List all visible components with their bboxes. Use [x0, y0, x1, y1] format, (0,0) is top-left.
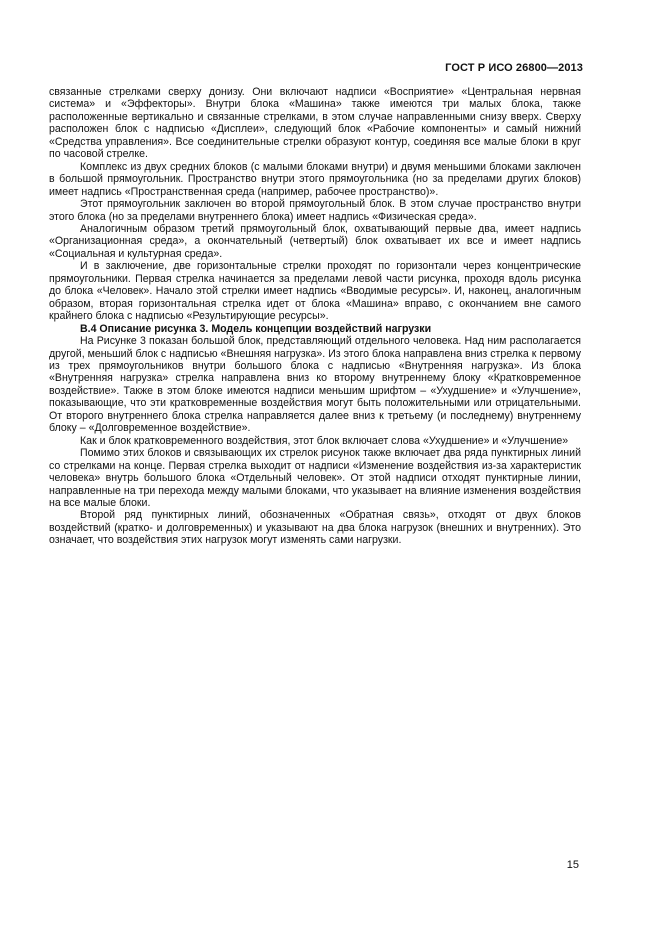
section-heading: B.4 Описание рисунка 3. Модель концепции воздействий нагрузки: [80, 322, 432, 335]
paragraph: Аналогичным образом третий прямоугольный блок, охватывающий первые два, имеет надпись «Организационная среда», а окончательный (четвертый) блок охватывает их все и имеет надпись «Социальная и культурная среда».: [49, 222, 581, 260]
document-header: ГОСТ Р ИСО 26800—2013: [445, 62, 583, 74]
paragraph: Этот прямоугольник заключен во второй прямоугольный блок. В этом случае пространство внутри этого блока (но за пределами внутреннего блока) имеет надпись «Физическая среда».: [49, 198, 581, 223]
paragraph: И в заключение, две горизонтальные стрелки проходят по горизонтали через концентрические прямоугольники. Первая стрелка начинается за пределами левой части рисунка, проходя вдоль рисунка до блока «Человек». Начало этой стрелки имеет надпись «Вводимые ресурсы». И, наконец, аналогичным образом, вторая горизонтальная стрелка идет от блока «Машина» вправо, с окончанием вне самого крайнего блока с надписью «Результирующие ресурсы».: [49, 260, 581, 323]
paragraph: На Рисунке 3 показан большой блок, представляющий отдельного человека. Над ним располагается другой, меньший блок с надписью «Внешняя нагрузка». Из этого блока направлена вниз стрелка к первому из трех прямоугольников внутри большого блока с надписью «Внутренняя нагрузка». Из блока «Внутренняя нагрузка» стрелка направлена вниз ко второму внутреннему блоку «Кратковременное воздействие». Также в этом блоке имеются надписи меньшим шрифтом – «Ухудшение» и «Улучшение», показывающие, что эти кратковременные воздействия могут быть положительными или отрицательными. От второго внутреннего блока стрелка направляется далее вниз к третьему (и последнему) внутреннему блоку – «Долговременное воздействие».: [49, 335, 581, 435]
paragraph: Второй ряд пунктирных линий, обозначенных «Обратная связь», отходят от двух блоков воздействий (кратко- и долговременных) и указывают на два блока нагрузок (внешних и внутренних). Это означает, что воздействия этих нагрузок могут изменять сами нагрузки.: [49, 509, 581, 547]
body-text: [49, 86, 581, 547]
paragraph: Как и блок кратковременного воздействия, этот блок включает слова «Ухудшение» и «Улучшение»: [80, 434, 569, 447]
page-number: 15: [566, 859, 579, 871]
paragraph: Комплекс из двух средних блоков (с малыми блоками внутри) и двумя меньшими блоками заключен в большой прямоугольник. Пространство внутри этого прямоугольника (но за пределами других блоков) имеет надпись «Пространственная среда (например, рабочее пространство)».: [49, 160, 581, 198]
paragraph-continued: связанные стрелками сверху донизу. Они включают надписи «Восприятие» «Центральная нервная система» и «Эффекторы». Внутри блока «Машина» также имеются три малых блока, также расположенные вертикально и связанные стрелками, в этом случае направленными снизу вверх. Сверху расположен блок с надписью «Дисплеи», следующий блок «Рабочие компоненты» и самый нижний «Средства управления». Все соединительные стрелки образуют контур, соединяя все малые блоки в круг по часовой стрелке.: [49, 86, 581, 161]
paragraph: Помимо этих блоков и связывающих их стрелок рисунок также включает два ряда пунктирных линий со стрелками на конце. Первая стрелка выходит от надписи «Изменение воздействия из-за характеристик человека» внутрь большого блока «Отдельный человек». От этой надписи отходят пунктирные линии, направленные на три перехода между малыми блоками, что указывает на влияние изменения воздействия на все малые блоки.: [49, 447, 581, 509]
